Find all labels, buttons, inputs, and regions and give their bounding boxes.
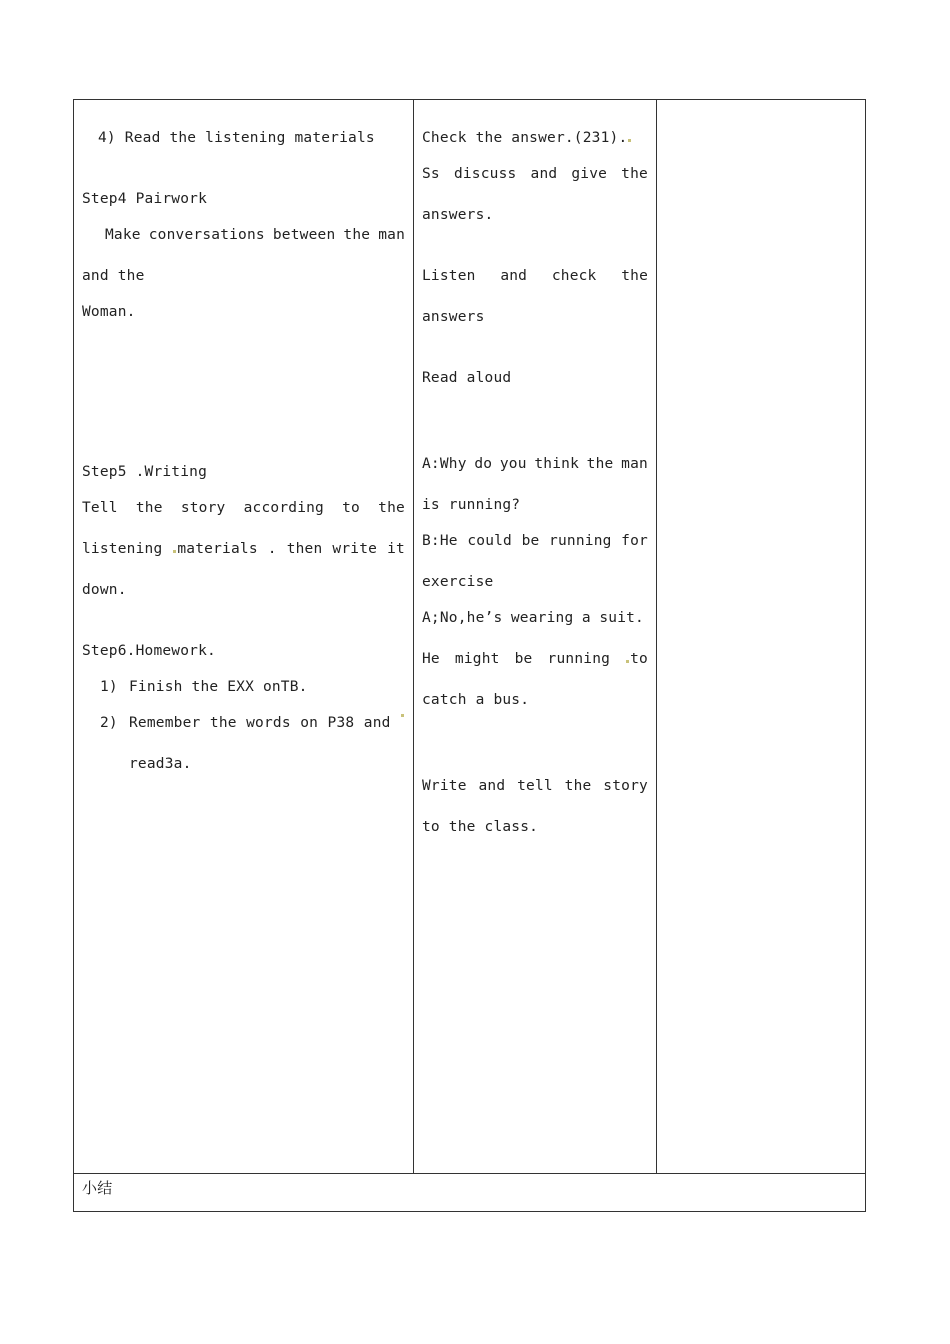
listen-line-2: answers bbox=[422, 309, 485, 325]
step5-title: Step5 .Writing bbox=[82, 464, 208, 480]
discuss-line-1: Ss discuss and give the bbox=[422, 166, 648, 182]
step4-title: Step4 Pairwork bbox=[82, 191, 208, 207]
homework-2-text: Remember the words on P38 and bbox=[129, 714, 405, 732]
step5-line-2: listening materials . then write it bbox=[82, 541, 405, 557]
marker-dot bbox=[626, 660, 629, 663]
homework-2-number: 2) bbox=[100, 715, 118, 731]
write-line-1: Write and tell the story bbox=[422, 778, 648, 794]
homework-1-number: 1) bbox=[100, 679, 118, 695]
marker-dot bbox=[173, 550, 176, 553]
dialogue-he-line: He might be running to bbox=[422, 651, 648, 667]
homework-2-continued: read3a. bbox=[129, 756, 192, 772]
check-answer-line: Check the answer.(231). bbox=[422, 129, 632, 147]
marker-dot bbox=[401, 714, 404, 717]
step4-line-1: Make conversations between the man bbox=[105, 227, 405, 243]
dialogue-he-continued: catch a bus. bbox=[422, 692, 530, 708]
dialogue-a1-continued: is running? bbox=[422, 497, 521, 513]
dialogue-a1-line: A:Why do you think the man bbox=[422, 456, 648, 472]
discuss-line-2: answers. bbox=[422, 207, 494, 223]
dialogue-b1-continued: exercise bbox=[422, 574, 494, 590]
summary-row-divider bbox=[73, 1173, 866, 1174]
column-divider-2 bbox=[656, 99, 657, 1174]
step4-line-3: Woman. bbox=[82, 304, 136, 320]
step5-line-1: Tell the story according to the bbox=[82, 500, 405, 516]
marker-dot bbox=[628, 139, 631, 142]
read-materials-line: 4) Read the listening materials bbox=[98, 130, 375, 146]
step4-line-2: and the bbox=[82, 268, 145, 284]
dialogue-a2-line: A;No,he’s wearing a suit. bbox=[422, 610, 644, 626]
step6-title: Step6.Homework. bbox=[82, 643, 216, 659]
step5-line-3: down. bbox=[82, 582, 127, 598]
dialogue-b1-line: B:He could be running for bbox=[422, 533, 648, 549]
summary-label: 小结 bbox=[82, 1179, 113, 1197]
homework-1-text: Finish the EXX onTB. bbox=[129, 679, 308, 695]
read-aloud-line: Read aloud bbox=[422, 370, 512, 386]
listen-line-1: Listen and check the bbox=[422, 268, 648, 284]
write-line-2: to the class. bbox=[422, 819, 539, 835]
column-divider-1 bbox=[413, 99, 414, 1174]
